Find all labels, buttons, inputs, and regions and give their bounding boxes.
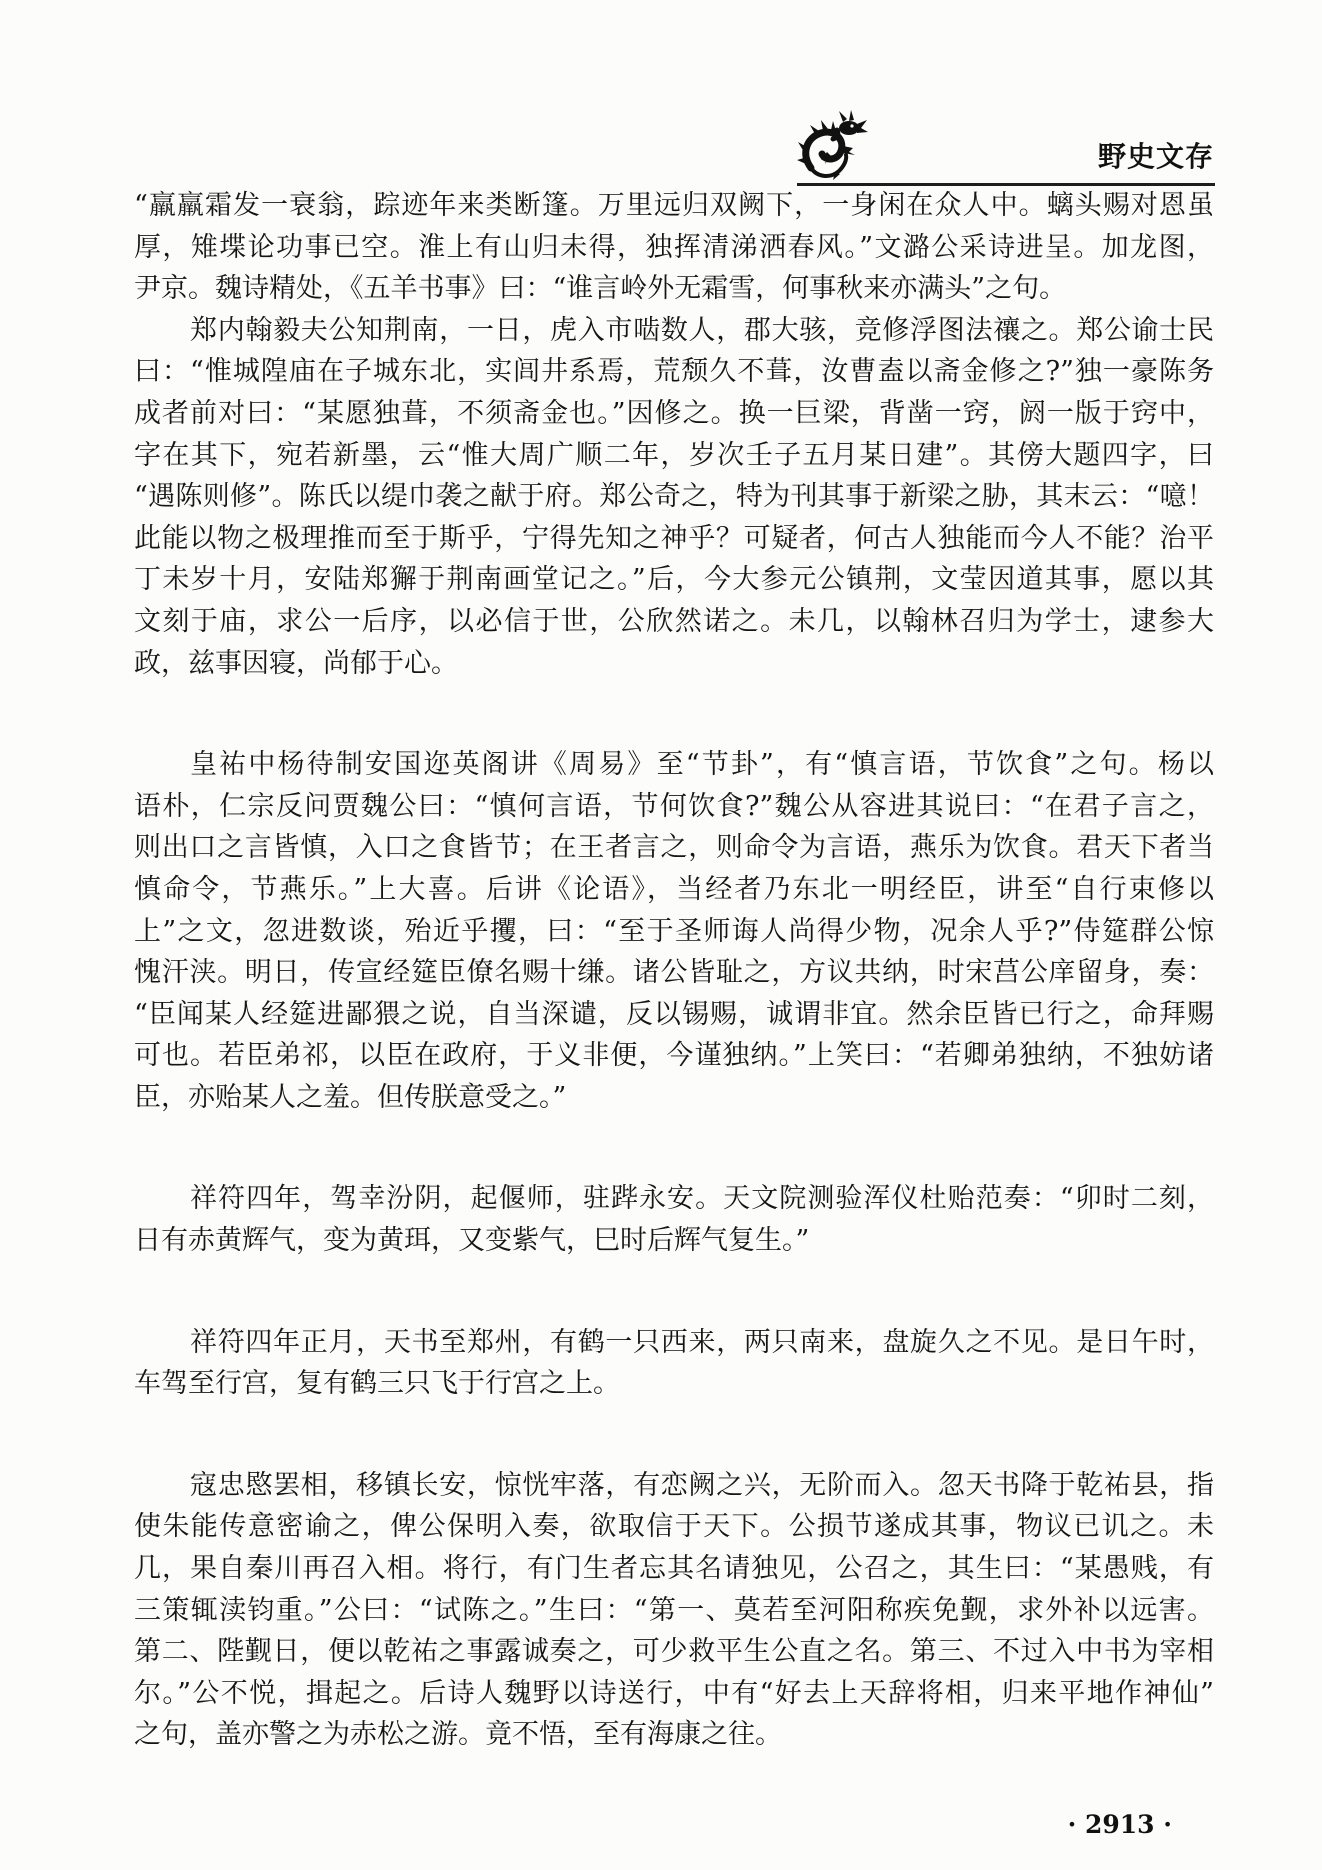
text-line: 语朴，仁宗反问贾魏公曰：“慎何言语，节何饮食?”魏公从容进其说曰：“在君子言之， [134, 790, 1214, 822]
text-line: 几，果自秦川再召入相。将行，有门生者忘其名请独见，公召之，其生曰：“某愚贱，有 [134, 1553, 1214, 1585]
text-line: 祥符四年，驾幸汾阴，起偃师，驻跸永安。天文院测验浑仪杜贻范奏：“卯时二刻， [190, 1183, 1214, 1215]
text-line: 三策辄渎钧重。”公曰：“试陈之。”生曰：“第一、莫若至河阳称疾免觐，求外补以远害。 [134, 1594, 1214, 1626]
text-line: 字在其下，宛若新墨，云“惟大周广顺二年，岁次壬子五月某日建”。其傍大题四字，曰 [134, 439, 1214, 471]
text-line: 臣，亦贻某人之羞。但传朕意受之。” [134, 1081, 567, 1113]
text-line: 使朱能传意密谕之，俾公保明入奏，欲取信于天下。公损节遂成其事，物议已讥之。未 [134, 1511, 1214, 1543]
text-line: 寇忠愍罢相，移镇长安，惊恍牢落，有恋阙之兴，无阶而入。忽天书降于乾祐县，指 [190, 1469, 1214, 1501]
text-line: 郑内翰毅夫公知荆南，一日，虎入市啮数人，郡大骇，竞修浮图法禳之。郑公谕士民 [190, 314, 1214, 346]
text-line: 此能以物之极理推而至于斯乎，宁得先知之神乎？可疑者，何古人独能而今人不能？治平 [134, 522, 1214, 554]
text-line: “羸羸霜发一衰翁，踪迹年来类断篷。万里远归双阙下，一身闲在众人中。螭头赐对恩虽 [134, 190, 1214, 221]
paragraph [134, 1322, 1214, 1405]
paragraph [134, 185, 1214, 310]
text-line: 日有赤黄辉气，变为黄珥，又变紫气，巳时后辉气复生。” [134, 1225, 810, 1257]
text-line: 上”之文，忽进数谈，殆近乎攫，曰：“至于圣师诲人尚得少物，况余人乎?”侍筵群公惊 [134, 915, 1214, 947]
text-line: 丁未岁十月，安陆郑獬于荆南画堂记之。”后，今大参元公镇荆，文莹因道其事，愿以其 [134, 564, 1214, 596]
paragraph [134, 1178, 1214, 1261]
text-line: 尔。”公不悦，揖起之。后诗人魏野以诗送行，中有“好去上天辞将相，归来平地作神仙” [134, 1677, 1214, 1709]
body-text [134, 185, 1214, 1756]
text-line: 第二、陛觐日，便以乾祐之事露诚奏之，可少救平生公直之名。第三、不过入中书为宰相 [134, 1636, 1214, 1668]
text-line: 文刻于庙，求公一后序，以必信于世，公欣然诺之。未几，以翰林召归为学士，逮参大 [134, 605, 1214, 637]
text-line: “臣闻某人经筵进鄙猥之说，自当深谴，反以锡赐，诚谓非宜。然余臣皆已行之，命拜赐 [134, 998, 1214, 1030]
text-line: 则出口之言皆慎，入口之食皆节；在王者言之，则命令为言语，燕乐为饮食。君天下者当 [134, 832, 1214, 864]
text-line: 曰：“惟城隍庙在子城东北，实闾井系焉，荒颓久不葺，汝曹盍以斋金修之?”独一豪陈务 [134, 356, 1214, 388]
text-line: 慎命令，节燕乐。”上大喜。后讲《论语》，当经者乃东北一明经臣，讲至“自行束修以 [134, 873, 1214, 905]
text-line: 愧汗浃。明日，传宣经筵臣僚名赐十缣。诸公皆耻之，方议共纳，时宋莒公庠留身，奏： [134, 957, 1214, 989]
dragon-icon [797, 108, 869, 182]
text-line: 厚，雉堞论功事已空。淮上有山归未得，独挥清涕洒春风。”文潞公采诗进呈。加龙图， [134, 231, 1214, 263]
paragraph [134, 310, 1214, 684]
text-line: 成者前对曰：“某愿独葺，不须斋金也。”因修之。换一巨梁，背凿一窍，阏一版于窍中， [134, 397, 1214, 429]
text-line: 车驾至行宫，复有鹤三只飞于行宫之上。 [134, 1368, 620, 1400]
text-line: 可也。若臣弟祁，以臣在政府，于义非便，今谨独纳。”上笑曰：“若卿弟独纳，不独妨诸 [134, 1040, 1214, 1072]
text-line: 皇祐中杨待制安国迩英阁讲《周易》至“节卦”，有“慎言语，节饮食”之句。杨以 [190, 749, 1214, 781]
text-line: 尹京。魏诗精处，《五羊书事》曰：“谁言岭外无霜雪，何事秋来亦满头”之句。 [134, 273, 1067, 305]
text-line: 政，兹事因寝，尚郁于心。 [134, 647, 458, 679]
text-line: “遇陈则修”。陈氏以缇巾袭之献于府。郑公奇之，特为刊其事于新梁之胁，其末云：“噫！ [134, 481, 1214, 513]
text-line: 祥符四年正月，天书至郑州，有鹤一只西来，两只南来，盘旋久之不见。是日午时， [190, 1326, 1214, 1358]
paragraph [134, 744, 1214, 1118]
page-number: · 2913 · [1067, 1810, 1172, 1839]
text-line: 之句，盖亦警之为赤松之游。竟不悟，至有海康之往。 [134, 1719, 782, 1751]
header-title: 野史文存 [1097, 140, 1214, 173]
paragraph [134, 1465, 1214, 1756]
